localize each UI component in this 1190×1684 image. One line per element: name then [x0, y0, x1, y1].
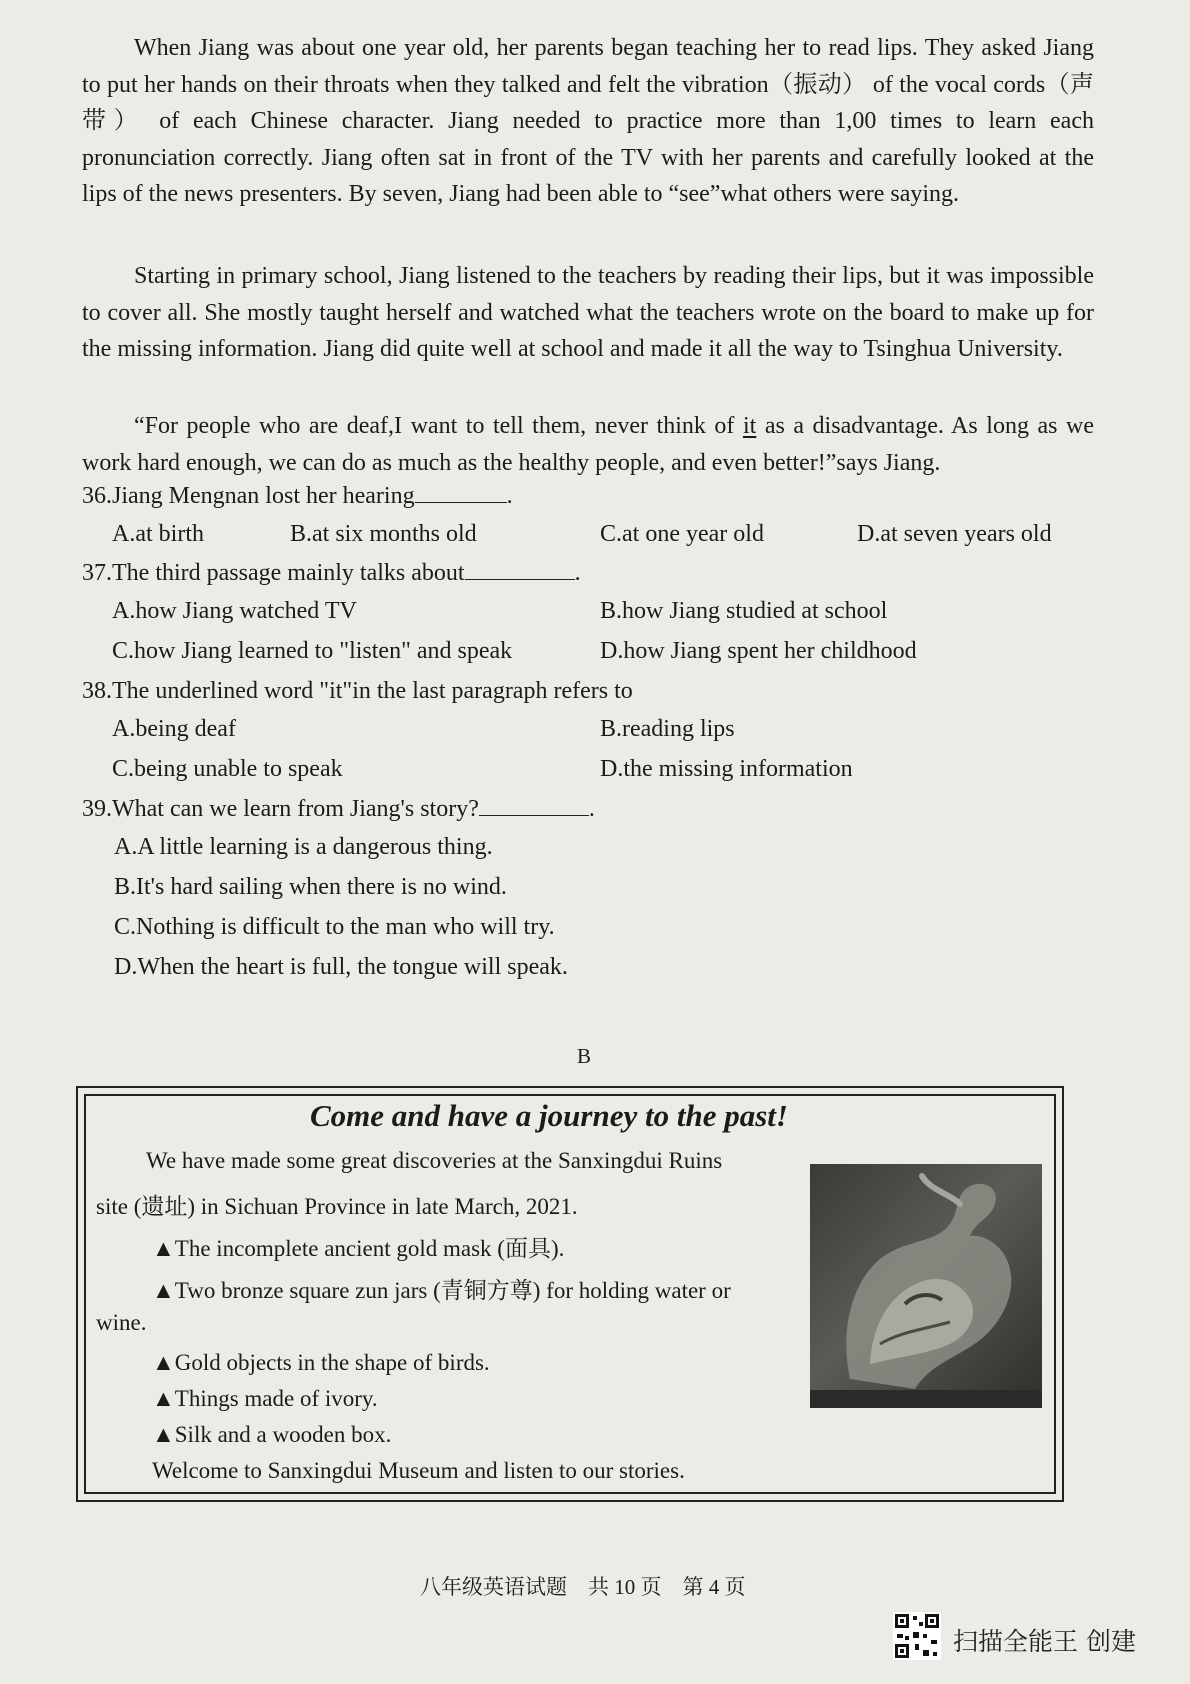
option-37-a[interactable]: A.how Jiang watched TV: [112, 598, 357, 624]
ad-item-gold-mask: ▲The incomplete ancient gold mask (面具).: [152, 1236, 565, 1261]
passage-paragraph-1: When Jiang was about one year old, her parents began teaching her to read lips. They asked Jiang to put her hands on their throats when they talked and felt the vibration（振动） of the vocal cords（声带） of each Chinese character. Jiang needed to practice more than 1,00 times to learn each pronunciation correctly. Jiang often sat in front of the TV with her parents and carefully looked at the lips of the news presenters. By seven, Jiang had been able to “see”what others were saying.: [82, 35, 1094, 208]
bronze-artifact-icon: [810, 1164, 1042, 1408]
ad-item-bronze-jars: ▲Two bronze square zun jars (青铜方尊) for holding water or: [152, 1278, 731, 1303]
ad-item-bronze-jars-continued: wine.: [96, 1310, 147, 1335]
page-footer: 八年级英语试题 共 10 页 第 4 页: [420, 1575, 746, 1599]
ad-title: Come and have a journey to the past!: [310, 1098, 788, 1133]
ad-intro-line-1: We have made some great discoveries at the Sanxingdui Ruins: [146, 1148, 723, 1173]
qr-code-icon: [893, 1612, 941, 1660]
option-37-c[interactable]: C.how Jiang learned to "listen" and speak: [112, 638, 513, 664]
option-38-d[interactable]: D.the missing information: [600, 756, 853, 782]
option-36-d[interactable]: D.at seven years old: [857, 521, 1052, 547]
option-38-c[interactable]: C.being unable to speak: [112, 756, 343, 782]
question-38: 38.The underlined word "it"in the last paragraph refers to: [82, 678, 633, 704]
ad-item-silk-box: ▲Silk and a wooden box.: [152, 1422, 392, 1447]
option-39-b[interactable]: B.It's hard sailing when there is no wind.: [114, 874, 507, 900]
bronze-artifact-photo: [810, 1164, 1042, 1408]
option-39-a[interactable]: A.A little learning is a dangerous thing.: [114, 834, 493, 860]
underlined-word-it: it: [742, 413, 757, 439]
scanner-watermark-text: 扫描全能王 创建: [953, 1627, 1136, 1656]
option-37-d[interactable]: D.how Jiang spent her childhood: [600, 638, 917, 664]
option-38-a[interactable]: A.being deaf: [112, 716, 236, 742]
section-label-b: B: [577, 1044, 592, 1068]
ad-item-ivory: ▲Things made of ivory.: [152, 1386, 378, 1411]
ad-intro-line-2: site (遗址) in Sichuan Province in late March, 2021.: [96, 1194, 578, 1219]
question-39: 39.What can we learn from Jiang's story? .: [82, 796, 595, 822]
option-37-b[interactable]: B.how Jiang studied at school: [600, 598, 888, 624]
answer-blank[interactable]: [415, 484, 507, 503]
answer-blank[interactable]: [465, 561, 575, 580]
question-37: 37.The third passage mainly talks about .: [82, 560, 581, 586]
scanner-watermark: [893, 1612, 1136, 1660]
option-36-b[interactable]: B.at six months old: [290, 521, 477, 547]
passage-paragraph-2: Starting in primary school, Jiang listened to the teachers by reading their lips, but it was impossible to cover all. She mostly taught herself and watched what the teachers wrote on the board to make up for the missing information. Jiang did quite well at school and made it all the way to Tsinghua University.: [82, 263, 1094, 363]
option-36-c[interactable]: C.at one year old: [600, 521, 764, 547]
option-38-b[interactable]: B.reading lips: [600, 716, 735, 742]
option-39-d[interactable]: D.When the heart is full, the tongue will speak.: [114, 954, 568, 980]
passage-paragraph-3: “For people who are deaf,I want to tell them, never think of it as a disadvantage. As long as we work hard enough, we can do as much as the healthy people, and even better!”says Jiang.: [82, 413, 1094, 476]
answer-blank[interactable]: [479, 797, 589, 816]
option-36-a[interactable]: A.at birth: [112, 521, 204, 547]
question-36: 36.Jiang Mengnan lost her hearing .: [82, 483, 513, 509]
option-39-c[interactable]: C.Nothing is difficult to the man who will try.: [114, 914, 555, 940]
ad-closing: Welcome to Sanxingdui Museum and listen to our stories.: [152, 1458, 685, 1483]
ad-item-gold-birds: ▲Gold objects in the shape of birds.: [152, 1350, 490, 1375]
